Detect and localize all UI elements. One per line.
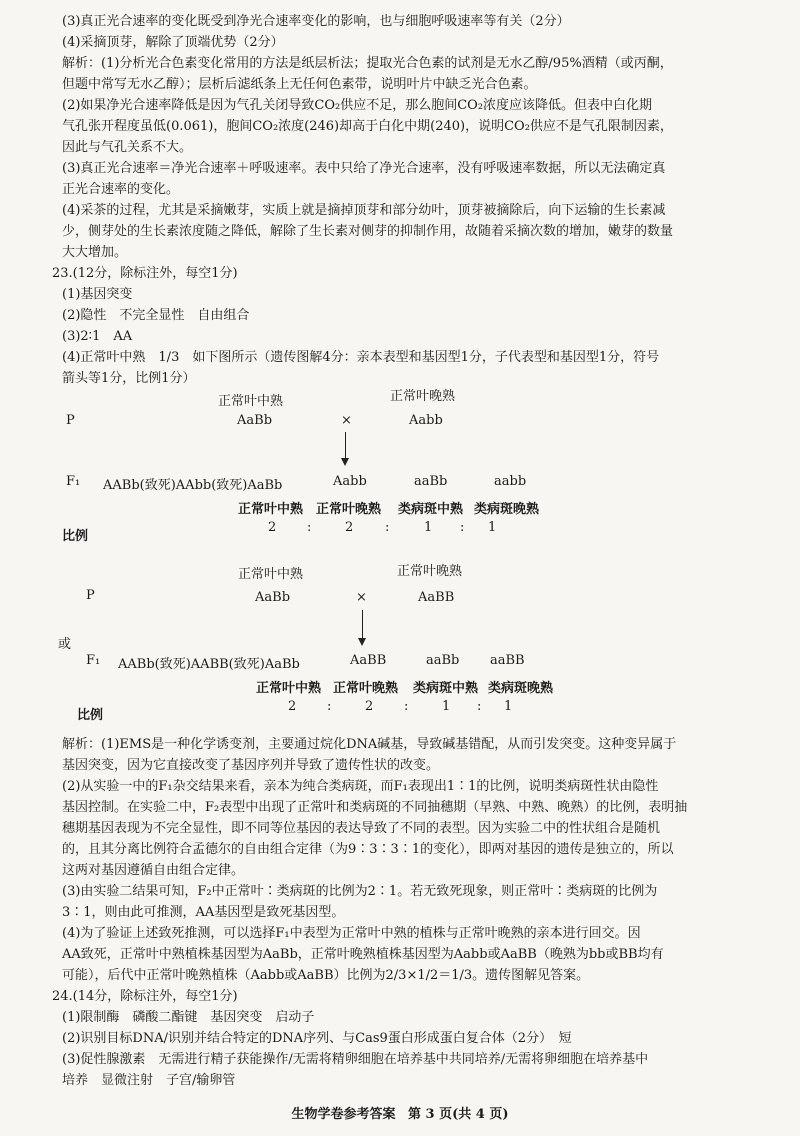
parent1-genotype: AaBb (255, 590, 291, 605)
text-line: (4)为了验证上述致死推测，可以选择F₁中表型为正常叶中熟的植株与正常叶晚熟的亲本进行回交。因 (62, 926, 641, 941)
f1-genotype: AaBB (350, 653, 387, 668)
text-line: (1)基因突变 (62, 287, 133, 302)
f1-genotype: aaBB (490, 653, 525, 668)
text-line: 大大增加。 (62, 245, 128, 260)
f1-phenotype: 正常叶中熟 (256, 681, 322, 696)
text-line: (4)采茶的过程，尤其是采摘嫩芽，实质上就是摘掉顶芽和部分幼叶，顶芽被摘除后，向下运输的生长素减 (62, 203, 666, 218)
parent1-phenotype: 正常叶中熟 (238, 567, 304, 582)
parent2-phenotype: 正常叶晚熟 (397, 564, 463, 579)
f1-genotype: aabb (494, 474, 527, 489)
cross-symbol: × (341, 413, 352, 428)
f1-phenotype: 正常叶晚熟 (316, 502, 382, 517)
page-footer (0, 1103, 800, 1122)
text-line: (2)从实验一中的F₁杂交结果来看，亲本为纯合类病斑，而F₁表现出1∶1的比例，说明类病斑性状由隐性 (62, 779, 659, 794)
ratio-colon: : (477, 699, 482, 714)
text-line: (3)真正光合速率的变化既受到净光合速率变化的影响，也与细胞呼吸速率等有关（2分） (62, 14, 570, 29)
f1-phenotype: 类病斑晚熟 (488, 681, 554, 696)
text-line: 但题中常写无水乙醇）；层析后滤纸条上无任何色素带，说明叶片中缺乏光合色素。 (62, 77, 537, 92)
question-heading: 24.(14分，除标注外，每空1分) (52, 989, 238, 1004)
f1-genotype: AABb(致死)AAbb(致死)AaBb (103, 478, 283, 493)
ratio-colon: : (460, 520, 465, 535)
arrow-line (362, 610, 363, 640)
text-line: 3∶1，则由此可推测，AA基因型是致死基因型。 (62, 905, 345, 920)
ratio-colon: : (327, 699, 332, 714)
text-line: AA致死，正常叶中熟植株基因型为AaBb，正常叶晚熟植株基因型为Aabb或AaBB（晚熟为bb或BB均有 (62, 947, 664, 962)
ratio-value: 2 (288, 699, 297, 714)
text-line: 基因突变，因为它直接改变了基因序列并导致了遗传性状的改变。 (62, 758, 440, 773)
parent2-genotype: Aabb (409, 413, 443, 428)
text-line: (4)正常叶中熟 1/3 如下图所示（遗传图解4分：亲本表型和基因型1分，子代表型和基因型1分，符号 (62, 350, 660, 365)
ratio-value: 1 (424, 520, 433, 535)
text-line: 这两对基因遵循自由组合定律。 (62, 863, 245, 878)
ratio-label: 比例 (77, 708, 104, 723)
text-line: 可能），后代中正常叶晚熟植株（Aabb或AaBB）比例为2/3×1/2＝1/3。遗传图解见答案。 (62, 968, 590, 983)
text-line: (3)由实验二结果可知，F₂中正常叶∶类病斑的比例为2∶1。若无致死现象，则正常叶∶类病斑的比例为 (62, 884, 658, 899)
parent2-genotype: AaBB (418, 590, 455, 605)
arrowhead (341, 458, 349, 466)
f1-phenotype: 类病斑晚熟 (474, 502, 540, 517)
f1-phenotype: 类病斑中熟 (413, 681, 479, 696)
parent1-phenotype: 正常叶中熟 (218, 394, 284, 409)
f1-genotype: Aabb (333, 474, 367, 489)
text-line: 气孔张开程度虽低(0.061)，胞间CO₂浓度(246)却高于白化中期(240)，说明CO₂供应不是气孔限制因素， (62, 119, 673, 134)
footer-title: 生物学卷参考答案 (291, 1107, 396, 1122)
text-line: 的，且其分离比例符合孟德尔的自由组合定律（为9∶3∶3∶1的变化），即两对基因的遗传是独立的，所以 (62, 842, 674, 857)
f1-phenotype: 正常叶中熟 (238, 502, 304, 517)
text-line: (2)识别目标DNA/识别并结合特定的DNA序列、与Cas9蛋白形成蛋白复合体（2分） 短 (62, 1031, 572, 1046)
text-line: 培养 显微注射 子宫/输卵管 (62, 1073, 236, 1088)
text-line: 穗期基因表现为不完全显性，即不同等位基因的表达导致了不同的表型。因为实验二中的性状组合是随机 (62, 821, 661, 836)
text-line: 因此与气孔关系不大。 (62, 140, 193, 155)
text-line: (2)隐性 不完全显性 自由组合 (62, 308, 250, 323)
text-line: (1)限制酶 磷酸二酯键 基因突变 启动子 (62, 1010, 315, 1025)
f1-genotype: aaBb (426, 653, 460, 668)
text-line: (3)促性腺激素 无需进行精子获能操作/无需将精卵细胞在培养基中共同培养/无需将卵细胞在培养基中 (62, 1052, 649, 1067)
ratio-colon: : (385, 520, 390, 535)
footer-page-number: 第 3 页(共 4 页) (408, 1107, 509, 1122)
ratio-colon: : (307, 520, 312, 535)
ratio-label: 比例 (62, 529, 89, 544)
ratio-value: 1 (442, 699, 451, 714)
parent1-genotype: AaBb (237, 413, 273, 428)
cross-symbol: × (356, 590, 367, 605)
f1-genotype: aaBb (414, 474, 448, 489)
f1-genotype: AABb(致死)AABB(致死)AaBb (118, 657, 300, 672)
f1-phenotype: 类病斑中熟 (398, 502, 464, 517)
ratio-value: 1 (488, 520, 497, 535)
or-label: 或 (58, 637, 72, 652)
f1-phenotype: 正常叶晚熟 (333, 681, 399, 696)
text-line: 基因控制。在实验二中，F₂表型中出现了正常叶和类病斑的不同抽穗期（早熟、中熟、晚熟）的比例，表明抽 (62, 800, 688, 815)
text-line: (3)真正光合速率＝净光合速率＋呼吸速率。表中只给了净光合速率，没有呼吸速率数据，所以无法确定真 (62, 161, 666, 176)
f1-label: F₁ (66, 474, 81, 489)
parent2-phenotype: 正常叶晚熟 (390, 389, 456, 404)
ratio-value: 2 (345, 520, 354, 535)
ratio-value: 1 (504, 699, 513, 714)
text-line: (2)如果净光合速率降低是因为气孔关闭导致CO₂供应不足，那么胞间CO₂浓度应该降低。但表中白化期 (62, 98, 653, 113)
ratio-colon: : (404, 699, 409, 714)
ratio-value: 2 (365, 699, 374, 714)
arrowhead (358, 638, 366, 646)
f1-label: F₁ (86, 653, 101, 668)
arrow-line (345, 432, 346, 460)
text-line: (3)2∶1 AA (62, 329, 133, 344)
text-line: 正光合速率的变化。 (62, 182, 180, 197)
text-line: 解析：(1)EMS是一种化学诱变剂，主要通过烷化DNA碱基，导致碱基错配，从而引发突变。这种变异属于 (62, 737, 677, 752)
text-line: 少，侧芽处的生长素浓度随之降低，解除了生长素对侧芽的抑制作用，故随着采摘次数的增加，嫩芽的数量 (62, 224, 674, 239)
p-label: P (86, 588, 95, 603)
ratio-value: 2 (268, 520, 277, 535)
question-heading: 23.(12分，除标注外，每空1分) (52, 266, 238, 281)
text-line: 解析：(1)分析光合色素变化常用的方法是纸层析法；提取光合色素的试剂是无水乙醇/95%酒精（或丙酮， (62, 56, 673, 71)
text-line: 箭头等1分，比例1分） (62, 371, 196, 386)
text-line: (4)采摘顶芽，解除了顶端优势（2分） (62, 35, 284, 50)
p-label: P (66, 413, 75, 428)
